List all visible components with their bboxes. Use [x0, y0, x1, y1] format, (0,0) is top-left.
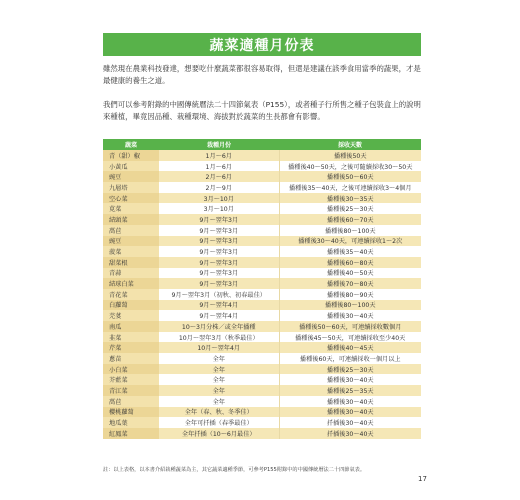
cell-planting-months: 9月～翌年3月 [159, 257, 279, 268]
table-row [103, 300, 421, 311]
cell-planting-months: 10月～翌年3月（秋季最佳） [159, 332, 279, 343]
table-row [103, 289, 421, 300]
cell-vegetable: 紅鳳菜 [103, 428, 159, 439]
cell-vegetable: 萵苣 [103, 396, 159, 407]
cell-planting-months: 全年 [159, 353, 279, 364]
page-number: 17 [418, 475, 427, 483]
cell-planting-months: 2月～9月 [159, 182, 279, 193]
table-row [103, 396, 421, 407]
cell-harvest-days: 播種後30～40天 [279, 407, 421, 418]
cell-harvest-days: 播種後35～40天 [279, 246, 421, 257]
table-row [103, 332, 421, 343]
table-row [103, 268, 421, 279]
cell-planting-months: 9月～翌年3月 [159, 278, 279, 289]
cell-vegetable: 小黃瓜 [103, 161, 159, 172]
table-row [103, 428, 421, 439]
table-row [103, 364, 421, 375]
table-body [103, 150, 421, 439]
cell-harvest-days: 播種後60～70天 [279, 214, 421, 225]
cell-vegetable: 地瓜葉 [103, 417, 159, 428]
cell-vegetable: 小白菜 [103, 364, 159, 375]
intro-paragraph: 雖然現在農業科技發達，想要吃什麼蔬菜都很容易取得，但還是建議在該季食用當季的蔬果，才是最健康的養生之道。 [103, 64, 421, 85]
table-row [103, 246, 421, 257]
cell-vegetable: 芥藍菜 [103, 374, 159, 385]
cell-harvest-days: 播種後25～35天 [279, 385, 421, 396]
cell-planting-months: 3月～10月 [159, 193, 279, 204]
cell-vegetable: 豌豆 [103, 236, 159, 247]
table-row [103, 257, 421, 268]
header-harvest-days: 採收天數 [279, 139, 421, 150]
cell-planting-months: 9月～翌年3月 [159, 236, 279, 247]
cell-planting-months: 9月～翌年3月 [159, 246, 279, 257]
cell-harvest-days: 播種後40～50天，之後可隨續採收30～50天 [279, 161, 421, 172]
header-planting-months: 栽種月份 [159, 139, 279, 150]
table-row [103, 374, 421, 385]
cell-planting-months: 1月～6月 [159, 150, 279, 161]
cell-planting-months: 全年 [159, 374, 279, 385]
cell-vegetable: 蔥苗 [103, 353, 159, 364]
reference-paragraph: 我們可以參考附錄的中國傳統曆法二十四節氣表（P155），或者種子行所售之種子包裝盒上的說明來種植，畢竟因品種、栽種環境、海拔對於蔬菜的生長都會有影響。 [103, 100, 421, 121]
cell-planting-months: 全年（春、秋、冬季佳） [159, 407, 279, 418]
cell-harvest-days: 播種後80～90天 [279, 289, 421, 300]
cell-planting-months: 9月～翌年4月 [159, 300, 279, 311]
cell-harvest-days: 播種後30～40天 [279, 310, 421, 321]
cell-harvest-days: 播種後80～100天 [279, 300, 421, 311]
table-row [103, 225, 421, 236]
cell-harvest-days: 播種後25～30天 [279, 364, 421, 375]
cell-vegetable: 韭菜 [103, 332, 159, 343]
header-vegetable: 蔬菜 [103, 139, 159, 150]
cell-vegetable: 櫻桃蘿蔔 [103, 407, 159, 418]
cell-planting-months: 9月～翌年3月 [159, 225, 279, 236]
table-row [103, 150, 421, 161]
cell-harvest-days: 扦插後30～40天 [279, 428, 421, 439]
table-row [103, 417, 421, 428]
cell-planting-months: 10～3月分株／或全年播種 [159, 321, 279, 332]
cell-planting-months: 9月～翌年3月 [159, 214, 279, 225]
table-row [103, 278, 421, 289]
cell-harvest-days: 播種後80～100天 [279, 225, 421, 236]
cell-harvest-days: 播種後25～30天 [279, 203, 421, 214]
cell-harvest-days: 播種後30～40天 [279, 396, 421, 407]
cell-vegetable: 菠菜 [103, 246, 159, 257]
cell-harvest-days: 播種後60～80天 [279, 257, 421, 268]
cell-harvest-days: 播種後40～50天 [279, 268, 421, 279]
cell-planting-months: 全年 [159, 385, 279, 396]
cell-harvest-days: 播種後50～60天，可連續採收數個月 [279, 321, 421, 332]
page-title: 蔬菜適種月份表 [209, 37, 315, 54]
cell-harvest-days: 播種後30～40天 [279, 374, 421, 385]
cell-harvest-days: 播種後35～40天，之後可連續採收3～4個月 [279, 182, 421, 193]
cell-harvest-days: 播種後40～45天 [279, 342, 421, 353]
table-row [103, 321, 421, 332]
table-row [103, 171, 421, 182]
cell-vegetable: 青蒜 [103, 268, 159, 279]
table-row [103, 342, 421, 353]
cell-planting-months: 9月～翌年3月（初秋、初春最佳） [159, 289, 279, 300]
cell-vegetable: 青江菜 [103, 385, 159, 396]
cell-vegetable: 豌豆 [103, 171, 159, 182]
cell-vegetable: 南瓜 [103, 321, 159, 332]
table-row [103, 193, 421, 204]
cell-harvest-days: 播種後50～60天 [279, 171, 421, 182]
cell-harvest-days: 播種後45～50天，可連續採收至少40天 [279, 332, 421, 343]
table-row [103, 310, 421, 321]
cell-harvest-days: 播種後30～35天 [279, 193, 421, 204]
cell-vegetable: 空心菜 [103, 193, 159, 204]
cell-vegetable: 白蘿蔔 [103, 300, 159, 311]
cell-harvest-days: 播種後70～80天 [279, 278, 421, 289]
table-row [103, 182, 421, 193]
cell-planting-months: 3月～10月 [159, 203, 279, 214]
cell-vegetable: 芫荽 [103, 310, 159, 321]
table-row [103, 407, 421, 418]
cell-vegetable: 青花菜 [103, 289, 159, 300]
cell-vegetable: 莧菜 [103, 203, 159, 214]
cell-planting-months: 2月～6月 [159, 171, 279, 182]
cell-planting-months: 9月～翌年4月 [159, 310, 279, 321]
cell-planting-months: 10月～翌年4月 [159, 342, 279, 353]
cell-vegetable: 結頭菜 [103, 214, 159, 225]
vegetable-planting-table [103, 139, 421, 439]
cell-vegetable: 九層塔 [103, 182, 159, 193]
cell-vegetable: 結球白菜 [103, 278, 159, 289]
cell-vegetable: 青（甜）椒 [103, 150, 159, 161]
table-row [103, 385, 421, 396]
cell-planting-months: 全年 [159, 396, 279, 407]
cell-harvest-days: 播種後30～40天，可連續採收1～2次 [279, 236, 421, 247]
cell-harvest-days: 播種後60天，可連續採收一個月以上 [279, 353, 421, 364]
cell-vegetable: 甜菜根 [103, 257, 159, 268]
table-row [103, 203, 421, 214]
table-row [103, 161, 421, 172]
title-banner [103, 33, 421, 56]
cell-planting-months: 全年 [159, 364, 279, 375]
cell-planting-months: 9月～翌年3月 [159, 268, 279, 279]
cell-vegetable: 萵苣 [103, 225, 159, 236]
table-row [103, 214, 421, 225]
cell-planting-months: 全年可扦插（春季最佳） [159, 417, 279, 428]
footnote: 註：以上表格，以本書介紹栽種蔬菜為主，其它蔬菜適種季節，可參考P155附錄中的中國傳統曆法二十四節氣表。 [103, 467, 366, 473]
cell-harvest-days: 播種後50天 [279, 150, 421, 161]
cell-vegetable: 芹菜 [103, 342, 159, 353]
cell-harvest-days: 扦插後30～40天 [279, 417, 421, 428]
cell-planting-months: 1月～6月 [159, 161, 279, 172]
table-header-row [103, 139, 421, 150]
cell-planting-months: 全年扦插（10～6月最佳） [159, 428, 279, 439]
table-row [103, 353, 421, 364]
table-row [103, 236, 421, 247]
